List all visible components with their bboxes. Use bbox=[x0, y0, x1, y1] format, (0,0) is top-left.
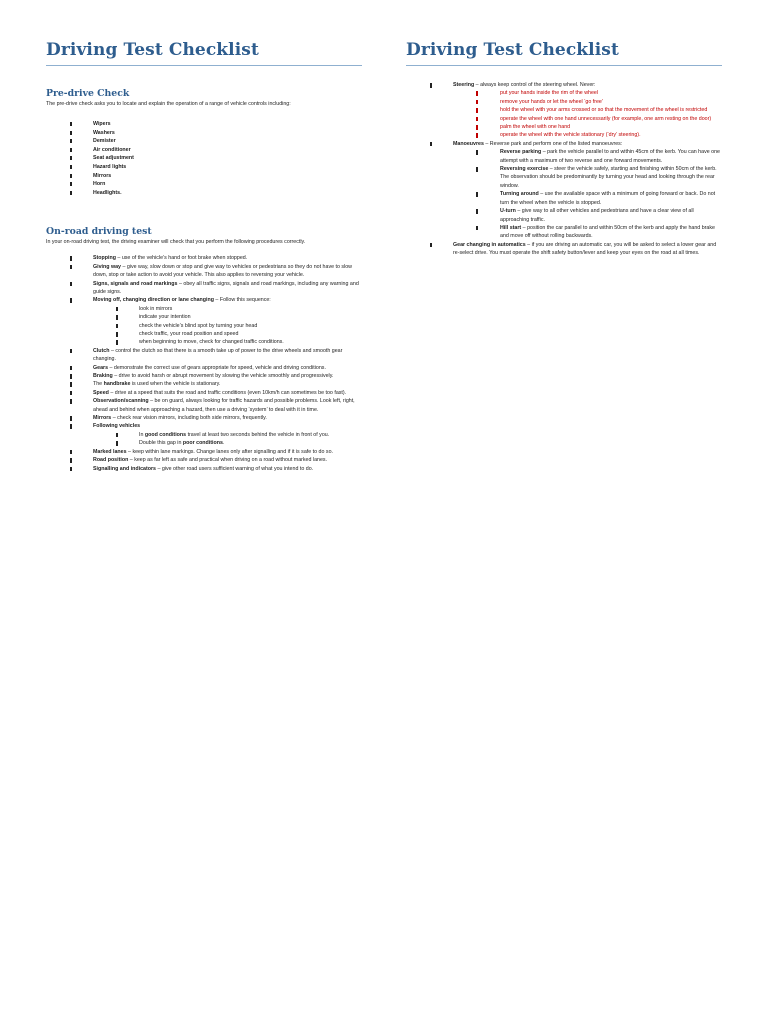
list-item: Mirrors – check rear vision mirrors, including both side mirrors, frequently. bbox=[46, 414, 362, 422]
bullet-icon bbox=[476, 108, 478, 113]
bullet-icon bbox=[70, 467, 72, 472]
sequence-list bbox=[46, 305, 362, 347]
checkbox-icon bbox=[70, 156, 72, 160]
checkbox-icon bbox=[70, 139, 72, 143]
procedures-list bbox=[46, 347, 362, 431]
list-item: Signs, signals and road markings – obey all traffic signs, signals and road markings, including any warning and guide signs. bbox=[46, 280, 362, 297]
list-item: indicate your intention bbox=[46, 313, 362, 321]
checkbox-icon bbox=[70, 191, 72, 195]
list-item: check traffic, your road position and speed bbox=[46, 330, 362, 338]
list-item: In good conditions travel at least two seconds behind the vehicle in front of you. bbox=[46, 431, 362, 439]
list-item: Gears – demonstrate the correct use of gears appropriate for speed, vehicle and driving conditions. bbox=[46, 364, 362, 372]
bullet-icon bbox=[476, 209, 478, 214]
bullet-icon bbox=[70, 366, 72, 371]
following-list bbox=[46, 431, 362, 448]
bullet-icon bbox=[70, 349, 72, 354]
procedures-list bbox=[46, 448, 362, 473]
list-item: Reversing exercise – steer the vehicle safely, starting and finishing within 50cm of the kerb. The observation should be predominantly by turning your head and looking through the rear window. bbox=[406, 165, 722, 190]
bullet-icon bbox=[430, 142, 432, 147]
list-item: Reverse parking – park the vehicle parallel to and within 45cm of the kerb. You can have one attempt with a maximum of two reverse and one forward movements. bbox=[406, 148, 722, 165]
bullet-icon bbox=[70, 382, 72, 387]
list-item: Washers bbox=[46, 129, 362, 138]
onroad-intro: In your on-road driving test, the driving examiner will check that you perform the following procedures correctly. bbox=[46, 239, 306, 246]
page-title: Driving Test Checklist bbox=[406, 40, 722, 66]
list-item: Wipers bbox=[46, 120, 362, 129]
list-item: Steering – always keep control of the steering wheel. Never: bbox=[406, 81, 722, 89]
bullet-icon bbox=[476, 192, 478, 197]
bullet-icon bbox=[116, 332, 118, 337]
checkbox-icon bbox=[70, 122, 72, 126]
list-item: Speed – drive at a speed that suits the road and traffic conditions (even 10km/h can sometimes be too fast). bbox=[46, 389, 362, 397]
checkbox-icon bbox=[70, 182, 72, 186]
bullet-icon bbox=[70, 256, 72, 261]
bullet-icon bbox=[116, 307, 118, 312]
list-item: Turning around – use the available space with a minimum of going forward or back. Do not turn the wheel when the vehicle is stopped. bbox=[406, 190, 722, 207]
procedures-list bbox=[46, 254, 362, 304]
list-item: Following vehicles bbox=[46, 422, 362, 430]
list-item: The handbrake is used when the vehicle is stationary. bbox=[46, 380, 362, 388]
bullet-icon bbox=[70, 424, 72, 429]
bullet-icon bbox=[116, 324, 118, 329]
bullet-icon bbox=[70, 391, 72, 396]
checkbox-icon bbox=[70, 131, 72, 135]
list-item: Hill start – position the car parallel to and within 50cm of the kerb and apply the hand brake and move off without rolling backwards. bbox=[406, 224, 722, 241]
steering-list bbox=[406, 81, 722, 89]
list-item: Demister bbox=[46, 137, 362, 146]
bullet-icon bbox=[430, 83, 432, 88]
checkbox-icon bbox=[70, 165, 72, 169]
list-item: Moving off, changing direction or lane changing – Follow this sequence: bbox=[46, 296, 362, 304]
bullet-icon bbox=[70, 399, 72, 404]
list-item: palm the wheel with one hand bbox=[406, 123, 722, 131]
list-item: check the vehicle’s blind spot by turning your head bbox=[46, 322, 362, 330]
right-page bbox=[406, 40, 722, 258]
list-item: Giving way – give way, slow down or stop and give way to vehicles or pedestrians so they do not have to slow down, stop or take action to avoid your vehicle. This also applies to reversing your vehicle. bbox=[46, 263, 362, 280]
left-page bbox=[46, 40, 362, 473]
predrive-heading: Pre-drive Check bbox=[46, 88, 130, 99]
list-item: operate the wheel with the vehicle stationary (‘dry’ steering). bbox=[406, 131, 722, 139]
list-item: Air conditioner bbox=[46, 146, 362, 155]
gear-list bbox=[406, 241, 722, 258]
list-item: Clutch – control the clutch so that there is a smooth take up of power to the drive wheels and smooth gear changing. bbox=[46, 347, 362, 364]
bullet-icon bbox=[116, 340, 118, 345]
checkbox-icon bbox=[70, 148, 72, 152]
bullet-icon bbox=[476, 167, 478, 172]
onroad-heading: On-road driving test bbox=[46, 226, 152, 238]
list-item: hold the wheel with your arms crossed or so that the movement of the wheel is restricted bbox=[406, 106, 722, 114]
list-item: Observation/scanning – be on guard, always looking for traffic hazards and possible problems. Look left, right, ahead and behind when approaching a hazard, then use a driving ‘system’ to deal with it in time. bbox=[46, 397, 362, 414]
list-item: Braking – drive to avoid harsh or abrupt movement by slowing the vehicle smoothly and progressively. bbox=[46, 372, 362, 380]
list-item: Stopping – use of the vehicle’s hand or foot brake when stopped. bbox=[46, 254, 362, 262]
bullet-icon bbox=[476, 100, 478, 105]
list-item: Double this gap in poor conditions. bbox=[46, 439, 362, 447]
bullet-icon bbox=[476, 133, 478, 138]
list-item: put your hands inside the rim of the wheel bbox=[406, 89, 722, 97]
list-item: Gear changing in automatics – if you are driving an automatic car, you will be asked to select a lower gear and re-select drive. You must operate the shift safety button/lever and keep your eyes on the road at all times. bbox=[406, 241, 722, 258]
list-item: Road position – keep as far left as safe and practical when driving on a road without marked lanes. bbox=[46, 456, 362, 464]
list-item: look in mirrors bbox=[46, 305, 362, 313]
list-item: Manoeuvres – Reverse park and perform one of the listed manoeuvres: bbox=[406, 140, 722, 148]
bullet-icon bbox=[476, 91, 478, 96]
list-item: U-turn – give way to all other vehicles and pedestrians and have a clear view of all approaching traffic. bbox=[406, 207, 722, 224]
bullet-icon bbox=[70, 298, 72, 303]
bullet-icon bbox=[70, 416, 72, 421]
bullet-icon bbox=[476, 150, 478, 155]
controls-list bbox=[46, 120, 362, 197]
list-item: Signalling and indicators – give other road users sufficient warning of what you intend to do. bbox=[46, 465, 362, 473]
bullet-icon bbox=[476, 226, 478, 231]
steering-never-list bbox=[406, 89, 722, 139]
bullet-icon bbox=[70, 450, 72, 455]
list-item: remove your hands or let the wheel ‘go free’ bbox=[406, 98, 722, 106]
list-item: Headlights. bbox=[46, 189, 362, 198]
bullet-icon bbox=[116, 441, 118, 446]
bullet-icon bbox=[70, 374, 72, 379]
predrive-intro: The pre-drive check asks you to locate and explain the operation of a range of vehicle controls including: bbox=[46, 101, 291, 107]
bullet-icon bbox=[430, 243, 432, 248]
bullet-icon bbox=[70, 458, 72, 463]
list-item: Marked lanes – keep within lane markings. Change lanes only after signalling and if it is safe to do so. bbox=[46, 448, 362, 456]
list-item: Seat adjustment bbox=[46, 154, 362, 163]
list-item: operate the wheel with one hand unnecessarily (for example, one arm resting on the door) bbox=[406, 115, 722, 123]
bullet-icon bbox=[476, 117, 478, 122]
list-item: when beginning to move, check for changed traffic conditions. bbox=[46, 338, 362, 346]
bullet-icon bbox=[70, 282, 72, 287]
bullet-icon bbox=[476, 125, 478, 130]
bullet-icon bbox=[116, 433, 118, 438]
page-title: Driving Test Checklist bbox=[46, 40, 362, 66]
list-item: Mirrors bbox=[46, 172, 362, 181]
list-item: Horn bbox=[46, 180, 362, 189]
manoeuvres-list bbox=[406, 140, 722, 148]
bullet-icon bbox=[116, 315, 118, 320]
checkbox-icon bbox=[70, 174, 72, 178]
manoeuvre-options-list bbox=[406, 148, 722, 240]
list-item: Hazard lights bbox=[46, 163, 362, 172]
bullet-icon bbox=[70, 265, 72, 270]
